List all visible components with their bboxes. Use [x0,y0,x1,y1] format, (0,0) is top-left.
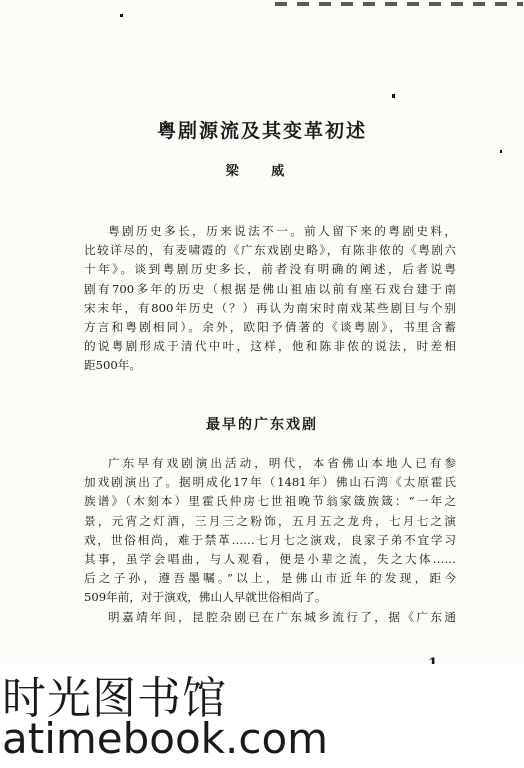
paragraph-intro [84,222,456,376]
article-author: 梁 威 [225,164,299,179]
text-line: 比较详尽的，有麦啸霞的《广东戏剧史略》，有陈非侬的《粤剧六 [84,243,456,258]
watermark-url: atimebook.com [2,714,329,763]
scan-speck [392,94,395,98]
watermark-name: 时光图书馆 [2,673,227,724]
top-dash-rule [275,2,523,6]
text-line: 剧有700多年的历史（根据是佛山祖庙以前有座石戏台建于南 [84,281,456,296]
section-heading: 最早的广东戏剧 [206,417,318,433]
text-line: 509年前，对于演戏，佛山人早就世俗相尚了。 [84,590,327,605]
text-line: 族谱》（木刻本）里霍氏仲房七世祖晚节翁家箴族箴：“一年之 [84,494,456,509]
scan-speck [500,150,502,153]
text-line: 后之子孙，遵吾墨嘱。”以上，是佛山市近年的发现，距今 [84,571,456,586]
watermark [0,664,524,768]
text-line: 加戏剧演出了。据明成化17年（1481年）佛山石湾《太原霍氏 [84,475,456,490]
text-line: 广东早有戏剧演出活动，明代，本省佛山本地人已有参 [108,456,456,470]
text-line: 明嘉靖年间，昆腔杂剧已在广东城乡流行了，据《广东通 [108,609,456,624]
text-line: 景，元宵之灯酒，三月三之粉饰，五月五之龙舟，七月七之演 [84,513,456,528]
text-line: 距500年。 [84,358,141,373]
text-line: 十年》。谈到粤剧历史多长，前者没有明确的阐述，后者说粤 [84,262,456,277]
text-line: 戏，世俗相尚，难于禁革……七月七之演戏，良家子弟不宜学习 [84,532,456,547]
article-title: 粤剧源流及其变革初述 [156,120,367,142]
text-line: 粤剧历史多长，历来说法不一。前人留下来的粤剧史料， [108,224,456,238]
scan-speck [120,14,123,17]
text-line: 的说粤剧形成于清代中叶，这样，他和陈非侬的说法，时差相 [84,339,456,354]
paragraph-earliest-drama [84,454,456,627]
text-line: 宋末年，有800年历史（？）再认为南宋时南戏某些剧目与个别 [84,300,456,315]
text-line: 方言和粤剧相同）。余外，欧阳予倩著的《谈粤剧》，书里含蓄 [84,319,456,334]
text-line: 其事，虽学会唱曲，与人观看，便是小辈之流，失之大体…… [84,551,456,566]
